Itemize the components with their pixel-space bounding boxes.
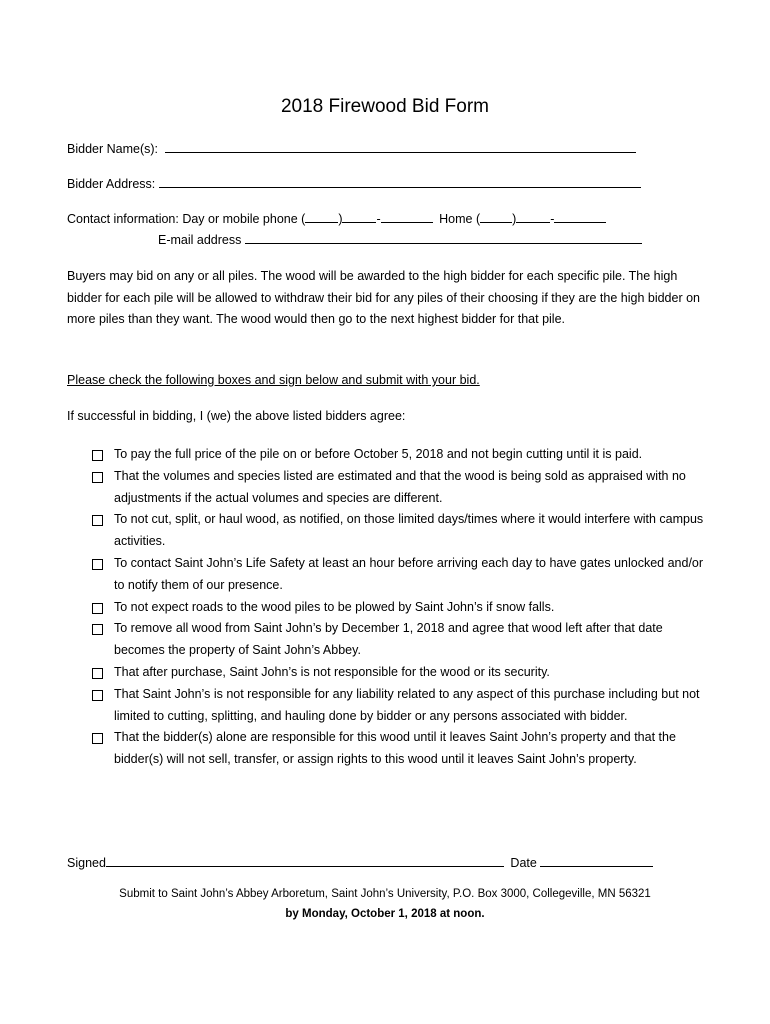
agreement-text: That the volumes and species listed are estimated and that the wood is being sold as appraised with no adjustments if the actual volumes and species are different. bbox=[114, 468, 686, 505]
email-label: E-mail address bbox=[158, 233, 242, 247]
agreement-item bbox=[92, 466, 707, 510]
agreement-checkbox[interactable] bbox=[92, 733, 103, 744]
deadline-text: by Monday, October 1, 2018 at noon. bbox=[285, 908, 485, 920]
bidder-name-field[interactable] bbox=[165, 140, 636, 153]
date-field[interactable] bbox=[540, 854, 653, 867]
intro-paragraph: Buyers may bid on any or all piles. The wood will be awarded to the high bidder for each specific pile. The high bidder for each pile will be allowed to withdraw their bid for any piles of their choosing if they are the high bidder on more piles than they want. The wood would then go to the next highest bidder for that pile. bbox=[67, 269, 701, 327]
bidder-name-label: Bidder Name(s): bbox=[67, 142, 158, 156]
signature-row bbox=[67, 854, 653, 870]
signed-label: Signed bbox=[67, 856, 106, 870]
agreement-item bbox=[92, 553, 707, 597]
instruction-text: Please check the following boxes and sign below and submit with your bid. bbox=[67, 373, 480, 387]
agreement-checkbox[interactable] bbox=[92, 515, 103, 526]
agreement-checkbox[interactable] bbox=[92, 603, 103, 614]
bidder-address-label: Bidder Address: bbox=[67, 177, 156, 191]
email-row bbox=[158, 231, 642, 247]
contact-label: Contact information: Day or mobile phone ( bbox=[67, 212, 306, 226]
date-label: Date bbox=[510, 856, 537, 870]
bidder-address-field[interactable] bbox=[159, 175, 641, 188]
agreement-checkbox[interactable] bbox=[92, 690, 103, 701]
agreement-list bbox=[92, 444, 707, 771]
email-field[interactable] bbox=[245, 231, 642, 244]
home-phone-prefix-field[interactable] bbox=[516, 210, 550, 223]
form-title: 2018 Firewood Bid Form bbox=[280, 96, 490, 117]
agreement-item bbox=[92, 727, 707, 771]
agreement-checkbox[interactable] bbox=[92, 559, 103, 570]
agreement-checkbox[interactable] bbox=[92, 450, 103, 461]
agreement-checkbox[interactable] bbox=[92, 472, 103, 483]
submit-address: Submit to Saint John’s Abbey Arboretum, Saint John’s University, P.O. Box 3000, Collegeville, MN 56321 bbox=[119, 888, 651, 900]
agreement-checkbox[interactable] bbox=[92, 624, 103, 635]
agree-intro-text: If successful in bidding, I (we) the above listed bidders agree: bbox=[67, 409, 406, 423]
agreement-item bbox=[92, 597, 707, 619]
agreement-item bbox=[92, 662, 707, 684]
day-phone-area-field[interactable] bbox=[305, 210, 338, 223]
agreement-item bbox=[92, 444, 707, 466]
signature-field[interactable] bbox=[106, 854, 504, 867]
home-phone-area-field[interactable] bbox=[480, 210, 512, 223]
bidder-address-row bbox=[67, 175, 641, 191]
agreement-item bbox=[92, 618, 707, 662]
agreement-text: To remove all wood from Saint John’s by December 1, 2018 and agree that wood left after that date becomes the property of Saint John’s Abbey. bbox=[114, 621, 663, 658]
agreement-text: To pay the full price of the pile on or before October 5, 2018 and not begin cutting until it is paid. bbox=[114, 447, 643, 461]
home-phone-label: Home ( bbox=[439, 212, 481, 226]
contact-row: Contact information: Day or mobile phone ( ) - Home ( ) - bbox=[67, 210, 606, 226]
bidder-name-row bbox=[67, 140, 636, 156]
agreement-item bbox=[92, 684, 707, 728]
agreement-text: To contact Saint John’s Life Safety at least an hour before arriving each day to have gates unlocked and/or to notify them of our presence. bbox=[114, 555, 704, 592]
agreement-checkbox[interactable] bbox=[92, 668, 103, 679]
agreement-text: To not expect roads to the wood piles to be plowed by Saint John’s if snow falls. bbox=[114, 599, 555, 614]
day-phone-prefix-field[interactable] bbox=[342, 210, 376, 223]
agreement-item bbox=[92, 509, 707, 553]
agreement-text: To not cut, split, or haul wood, as notified, on those limited days/times where it would interfere with campus activities. bbox=[114, 512, 704, 549]
agreement-text: That Saint John’s is not responsible for any liability related to any aspect of this purchase including but not limited to cutting, splitting, and hauling done by bidder or any persons associated with bidder. bbox=[114, 686, 700, 723]
agreement-text: That after purchase, Saint John’s is not responsible for the wood or its security. bbox=[114, 664, 550, 679]
home-phone-line-field[interactable] bbox=[554, 210, 606, 223]
agreement-text: That the bidder(s) alone are responsible for this wood until it leaves Saint John’s property and that the bidder(s) will not sell, transfer, or assign rights to this wood until it leaves Saint John’s property. bbox=[114, 730, 676, 767]
day-phone-line-field[interactable] bbox=[381, 210, 433, 223]
